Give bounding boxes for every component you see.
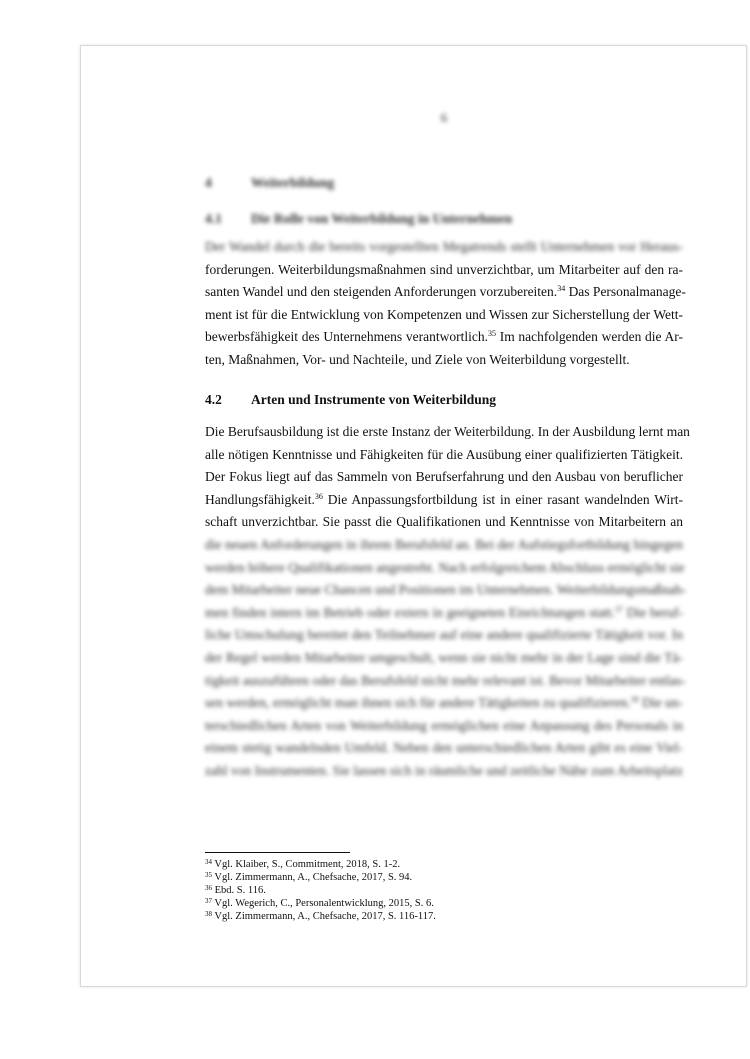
text-line (205, 281, 686, 304)
text-line: forderungen. Weiterbildungsmaßnahmen sind unverzichtbar, um Mitarbeiter auf den ra- (205, 261, 683, 277)
footnote-text: Vgl. Zimmermann, A., Chefsache, 2017, S. 116-117. (212, 911, 436, 922)
footnote-ref: 36 (314, 491, 323, 501)
footnote-number: 36 (205, 884, 212, 892)
heading-4-2 (205, 392, 496, 408)
text-run: Das Personalmanage- (565, 284, 686, 300)
heading-4 (205, 175, 334, 191)
text-run: bewerbsfähigkeit des Unternehmens verantwortlich. (205, 329, 488, 345)
heading-4-1-title: Die Rolle von Weiterbildung in Unternehmen (251, 211, 513, 226)
text-line: werden höhere Qualifikationen angestrebt. Nach erfolgreichem Abschluss ermöglicht sie (205, 559, 685, 575)
text-run: Die un- (638, 695, 683, 711)
text-line: ment ist für die Entwicklung von Kompetenzen und Wissen zur Sicherstellung der Wett- (205, 306, 683, 322)
text-line: dem Mitarbeiter neue Chancen und Positionen im Unternehmen. Weiterbildungsmaßnah- (205, 582, 687, 598)
text-line (205, 602, 683, 625)
footnote-separator (205, 852, 350, 853)
text-line: der Regel werden Mitarbeiter umgeschult, wenn sie nicht mehr in der Lage sind die Tä- (205, 649, 683, 665)
footnote-text: Ebd. S. 116. (212, 885, 266, 896)
text-line: Die Berufsausbildung ist die erste Instanz der Weiterbildung. In der Ausbildung lernt man (205, 424, 690, 439)
page-number: 6 (440, 110, 448, 125)
text-line: zahl von Instrumenten. Sie lassen sich in räumliche und zeitliche Nähe zum Arbeitsplatz (205, 762, 683, 778)
footnote (205, 871, 436, 884)
heading-4-title: Weiterbildung (251, 175, 335, 190)
footnote-ref: 34 (557, 284, 566, 294)
footnote-text: Vgl. Zimmermann, A., Chefsache, 2017, S. 94. (212, 872, 413, 883)
footnote-ref: 38 (630, 695, 639, 705)
footnotes (205, 858, 436, 923)
footnote (205, 858, 436, 871)
text-run: Die beruf- (622, 604, 683, 620)
text-run: Die Anpassungsfortbildung ist in einer rasant wandelnden Wirt- (322, 491, 683, 507)
heading-4-2-number: 4.2 (205, 392, 222, 407)
text-line: terschiedlichen Arten von Weiterbildung ermöglichen eine Anpassung des Personals in (205, 717, 683, 733)
heading-4-1 (205, 211, 512, 227)
text-line: liche Umschulung bereitet den Teilnehmer auf eine andere qualifizierte Tätigkeit vor. In (205, 627, 683, 643)
text-run: Handlungsfähigkeit. (205, 491, 315, 507)
text-run: men finden intern im Betrieb oder extern in geeigneten Einrichtungen statt. (205, 604, 615, 620)
text-line: schaft unverzichtbar. Sie passt die Qualifikationen und Kenntnisse von Mitarbeitern an (205, 514, 683, 530)
text-line: die neuen Anforderungen in ihrem Berufsfeld an. Bei der Aufstiegsfortbildung hingegen (205, 536, 683, 552)
footnote-number: 34 (205, 858, 212, 866)
footnote-text: Vgl. Klaiber, S., Commitment, 2018, S. 1-2. (212, 859, 401, 870)
text-line: einem stetig wandelnden Umfeld. Neben den unterschiedlichen Arten gibt es eine Viel- (205, 740, 683, 756)
footnote (205, 897, 436, 910)
paragraph-4-1 (205, 236, 686, 372)
text-run: Im nachfolgenden werden die Ar- (495, 329, 683, 345)
footnote (205, 910, 436, 923)
footnote-ref: 35 (487, 329, 496, 339)
text-line: alle nötigen Kenntnisse und Fähigkeiten für die Ausübung einer qualifizierten Tätigkeit. (205, 446, 683, 462)
heading-4-number: 4 (205, 175, 212, 190)
text-line: ten, Maßnahmen, Vor- und Nachteile, und Ziele von Weiterbildung vorgestellt. (205, 351, 630, 367)
text-line: tigkeit auszuführen oder das Berufsfeld nicht mehr relevant ist. Bevor Mitarbeiter entlas- (205, 672, 686, 688)
text-run: sen werden, ermöglicht man ihnen sich für andere Tätigkeiten zu qualifizieren. (205, 695, 631, 711)
heading-4-2-title: Arten und Instrumente von Weiterbildung (251, 392, 497, 407)
text-line (205, 692, 683, 715)
footnote-text: Vgl. Wegerich, C., Personalentwicklung, 2015, S. 6. (212, 898, 434, 909)
footnote-ref: 37 (614, 604, 623, 614)
footnote-number: 35 (205, 871, 212, 879)
text-line: Der Wandel durch die bereits vorgestellten Megatrends stellt Unternehmen vor Heraus- (205, 239, 683, 254)
paragraph-4-2 (205, 421, 690, 783)
footnote (205, 884, 436, 897)
footnote-number: 38 (205, 910, 212, 918)
document-page (80, 45, 747, 987)
text-run: santen Wandel und den steigenden Anforderungen vorzubereiten. (205, 284, 558, 300)
text-line (205, 326, 683, 349)
heading-4-1-number: 4.1 (205, 211, 222, 226)
text-line (205, 489, 683, 512)
text-line: Der Fokus liegt auf das Sammeln von Berufserfahrung und den Ausbau von beruflicher (205, 469, 683, 485)
footnote-number: 37 (205, 897, 212, 905)
